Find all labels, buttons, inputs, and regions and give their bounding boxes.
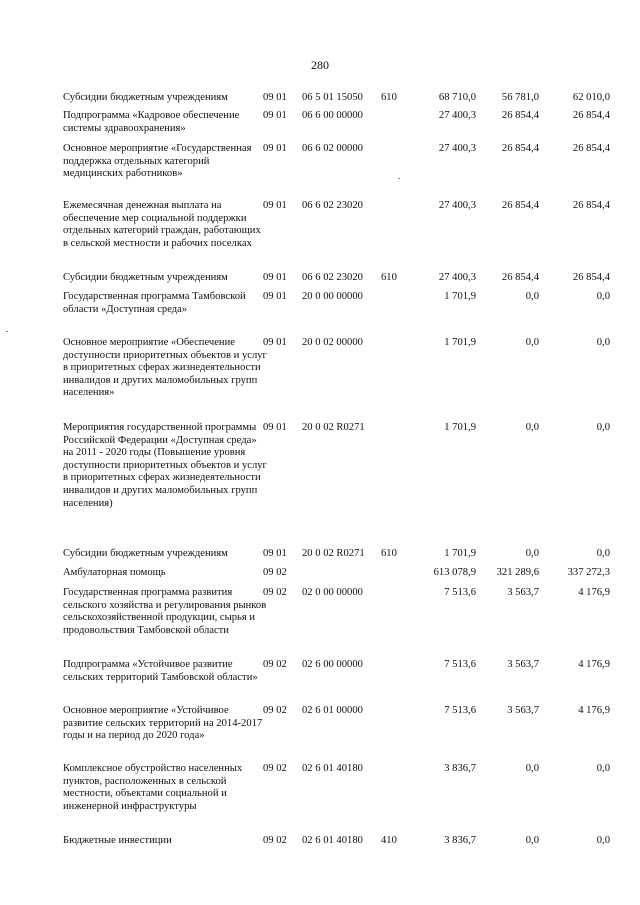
row-value-1: 1 701,9 — [444, 548, 476, 559]
row-target-code: 20 0 02 R0271 — [302, 548, 365, 559]
row-value-2: 0,0 — [525, 291, 539, 302]
row-value-1: 27 400,3 — [438, 272, 476, 283]
row-target-code: 06 6 00 00000 — [302, 110, 363, 121]
row-name: Государственная программа развития сельского хозяйства и регулирования рынков сельскохозяйственной продукции, сырья и продовольствия Тамбовской области — [63, 587, 267, 636]
row-name: Амбулаторная помощь — [63, 567, 166, 578]
row-value-2: 321 289,6 — [496, 567, 539, 578]
row-name: Основное мероприятие «Государственная поддержка отдельных категорий медицинских работников» — [63, 143, 252, 180]
row-value-3: 0,0 — [596, 291, 610, 302]
page-number: 280 — [311, 58, 329, 72]
row-value-3: 337 272,3 — [567, 567, 610, 578]
row-section-code: 09 01 — [263, 272, 287, 283]
row-target-code: 20 0 02 00000 — [302, 337, 363, 348]
row-target-code: 02 6 00 00000 — [302, 659, 363, 670]
row-value-1: 27 400,3 — [438, 110, 476, 121]
row-name: Субсидии бюджетным учреждениям — [63, 272, 228, 283]
row-value-1: 1 701,9 — [444, 422, 476, 433]
row-name: Ежемесячная денежная выплата на обеспечение мер социальной поддержки отдельных категорий граждан, работающих в сельской местности и рабочих поселках — [63, 200, 261, 249]
row-value-2: 26 854,4 — [501, 272, 539, 283]
row-target-code: 02 0 00 00000 — [302, 587, 363, 598]
row-value-1: 7 513,6 — [444, 705, 476, 716]
row-value-2: 3 563,7 — [507, 659, 539, 670]
row-value-2: 0,0 — [525, 337, 539, 348]
row-section-code: 09 02 — [263, 763, 287, 774]
row-value-2: 0,0 — [525, 835, 539, 846]
row-section-code: 09 01 — [263, 92, 287, 103]
row-expense-type: 610 — [381, 548, 397, 559]
row-value-1: 3 836,7 — [444, 763, 476, 774]
row-target-code: 02 6 01 00000 — [302, 705, 363, 716]
row-value-3: 0,0 — [596, 337, 610, 348]
row-target-code: 20 0 02 R0271 — [302, 422, 365, 433]
row-expense-type: 610 — [381, 272, 397, 283]
scan-speck — [6, 331, 8, 332]
row-target-code: 06 5 01 15050 — [302, 92, 363, 103]
row-value-3: 26 854,4 — [572, 200, 610, 211]
row-expense-type: 610 — [381, 92, 397, 103]
row-section-code: 09 02 — [263, 659, 287, 670]
row-value-1: 7 513,6 — [444, 659, 476, 670]
row-section-code: 09 02 — [263, 705, 287, 716]
row-value-1: 1 701,9 — [444, 337, 476, 348]
row-value-2: 3 563,7 — [507, 705, 539, 716]
row-target-code: 20 0 00 00000 — [302, 291, 363, 302]
row-name: Бюджетные инвестиции — [63, 835, 172, 846]
row-section-code: 09 02 — [263, 587, 287, 598]
row-value-2: 0,0 — [525, 763, 539, 774]
row-value-1: 1 701,9 — [444, 291, 476, 302]
row-section-code: 09 01 — [263, 143, 287, 154]
row-name: Субсидии бюджетным учреждениям — [63, 92, 228, 103]
row-value-1: 27 400,3 — [438, 200, 476, 211]
row-section-code: 09 01 — [263, 337, 287, 348]
scan-speck — [398, 178, 400, 179]
row-value-3: 26 854,4 — [572, 143, 610, 154]
row-name: Подпрограмма «Устойчивое развитие сельских территорий Тамбовской области» — [63, 659, 258, 683]
row-expense-type: 410 — [381, 835, 397, 846]
row-value-1: 7 513,6 — [444, 587, 476, 598]
row-value-3: 4 176,9 — [578, 705, 610, 716]
row-name: Основное мероприятие «Обеспечение доступности приоритетных объектов и услуг в приоритетных сферах жизнедеятельности инвалидов и других маломобильных групп населения» — [63, 337, 267, 399]
row-value-3: 0,0 — [596, 548, 610, 559]
row-value-2: 0,0 — [525, 548, 539, 559]
row-value-2: 56 781,0 — [501, 92, 539, 103]
row-name: Комплексное обустройство населенных пунктов, расположенных в сельской местности, объектами социальной и инженерной инфраструктуры — [63, 763, 243, 812]
row-section-code: 09 01 — [263, 110, 287, 121]
row-target-code: 06 6 02 00000 — [302, 143, 363, 154]
row-value-3: 4 176,9 — [578, 587, 610, 598]
row-value-2: 26 854,4 — [501, 110, 539, 121]
row-target-code: 06 6 02 23020 — [302, 272, 363, 283]
row-value-1: 27 400,3 — [438, 143, 476, 154]
row-section-code: 09 01 — [263, 291, 287, 302]
row-value-1: 613 078,9 — [433, 567, 476, 578]
row-value-2: 0,0 — [525, 422, 539, 433]
row-section-code: 09 01 — [263, 422, 287, 433]
row-target-code: 02 6 01 40180 — [302, 835, 363, 846]
row-value-3: 26 854,4 — [572, 272, 610, 283]
row-section-code: 09 02 — [263, 835, 287, 846]
row-value-2: 3 563,7 — [507, 587, 539, 598]
row-name: Основное мероприятие «Устойчивое развитие сельских территорий на 2014-2017 годы и на период до 2020 года» — [63, 705, 263, 742]
row-name: Подпрограмма «Кадровое обеспечение системы здравоохранения» — [63, 110, 240, 134]
row-value-3: 26 854,4 — [572, 110, 610, 121]
row-target-code: 02 6 01 40180 — [302, 763, 363, 774]
row-value-2: 26 854,4 — [501, 200, 539, 211]
row-name: Государственная программа Тамбовской области «Доступная среда» — [63, 291, 246, 315]
row-value-3: 0,0 — [596, 422, 610, 433]
row-value-2: 26 854,4 — [501, 143, 539, 154]
row-section-code: 09 01 — [263, 548, 287, 559]
row-value-3: 0,0 — [596, 835, 610, 846]
row-value-1: 68 710,0 — [438, 92, 476, 103]
row-value-3: 4 176,9 — [578, 659, 610, 670]
row-name: Субсидии бюджетным учреждениям — [63, 548, 228, 559]
row-name: Мероприятия государственной программы Российской Федерации «Доступная среда» на 2011 - 2020 годы (Повышение уровня доступности приоритетных объектов и услуг в приоритетных сферах жизнедеятельности инвалидов и других маломобильных групп населения) — [63, 422, 267, 509]
row-value-3: 0,0 — [596, 763, 610, 774]
row-section-code: 09 02 — [263, 567, 287, 578]
row-value-1: 3 836,7 — [444, 835, 476, 846]
row-section-code: 09 01 — [263, 200, 287, 211]
row-target-code: 06 6 02 23020 — [302, 200, 363, 211]
row-value-3: 62 010,0 — [572, 92, 610, 103]
